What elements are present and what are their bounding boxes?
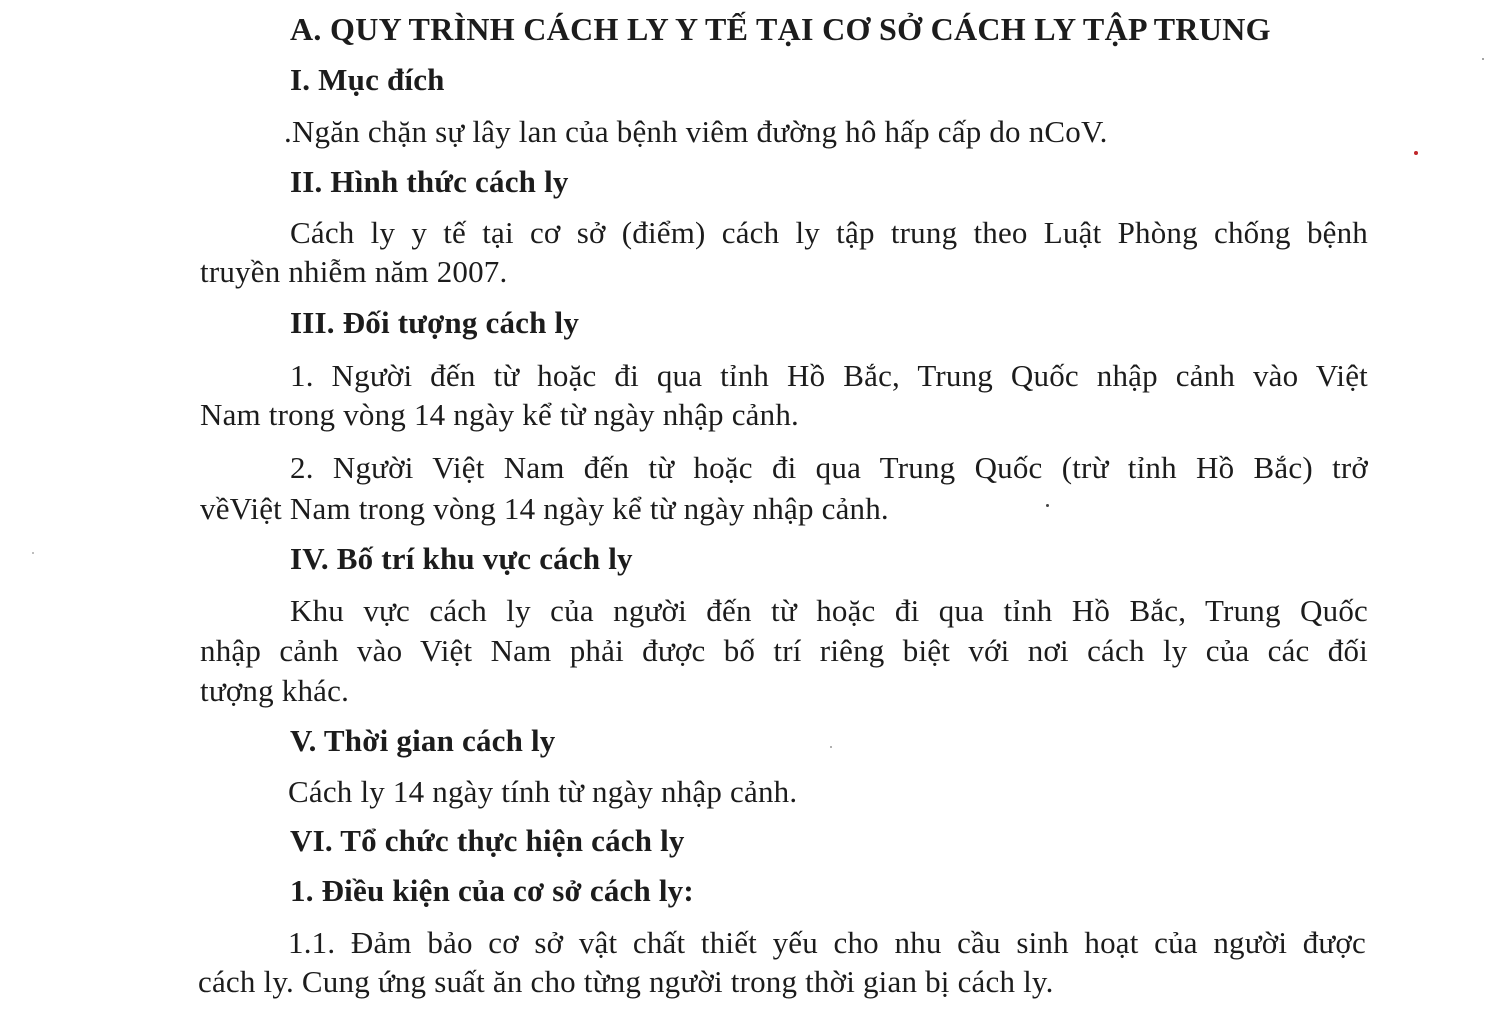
scan-speck <box>1482 58 1484 60</box>
document-title: A. QUY TRÌNH CÁCH LY Y TẾ TẠI CƠ SỞ CÁCH LY TẬP TRUNG <box>290 11 1271 47</box>
heading-purpose: I. Mục đích <box>290 62 445 97</box>
subheading-facility-conditions: 1. Điều kiện của cơ sở cách ly: <box>290 873 694 908</box>
duration-text: Cách ly 14 ngày tính từ ngày nhập cảnh. <box>288 774 798 809</box>
area-text-line-1: Khu vực cách ly của người đến từ hoặc đi qua tỉnh Hồ Bắc, Trung Quốc <box>290 593 1368 628</box>
heading-form: II. Hình thức cách ly <box>290 164 569 199</box>
area-text-line-2: nhập cảnh vào Việt Nam phải được bố trí riêng biệt với nơi cách ly của các đối <box>200 633 1368 668</box>
subjects-item-1-line-2: Nam trong vòng 14 ngày kể từ ngày nhập cảnh. <box>200 397 799 432</box>
facility-item-line-2: cách ly. Cung ứng suất ăn cho từng người trong thời gian bị cách ly. <box>198 964 1054 999</box>
facility-item-line-1: 1.1. Đảm bảo cơ sở vật chất thiết yếu cho nhu cầu sinh hoạt của người được <box>288 925 1366 960</box>
heading-duration: V. Thời gian cách ly <box>290 723 556 758</box>
purpose-text: .Ngăn chặn sự lây lan của bệnh viêm đường hô hấp cấp do nCoV. <box>284 114 1108 149</box>
area-text-line-3: tượng khác. <box>200 673 350 708</box>
red-scan-mark <box>1414 151 1418 155</box>
scan-speck <box>32 552 34 554</box>
form-text-line-1: Cách ly y tế tại cơ sở (điểm) cách ly tập trung theo Luật Phòng chống bệnh <box>290 215 1368 250</box>
heading-subjects: III. Đối tượng cách ly <box>290 305 580 340</box>
form-text-line-2: truyền nhiễm năm 2007. <box>200 254 508 289</box>
scan-speck <box>830 746 832 748</box>
subjects-item-2-line-1: 2. Người Việt Nam đến từ hoặc đi qua Trung Quốc (trừ tỉnh Hồ Bắc) trở <box>290 450 1368 485</box>
heading-organization: VI. Tổ chức thực hiện cách ly <box>290 823 685 858</box>
heading-area: IV. Bố trí khu vực cách ly <box>290 541 633 576</box>
subjects-item-2-line-2: vềViệt Nam trong vòng 14 ngày kể từ ngày nhập cảnh. <box>200 491 889 526</box>
subjects-item-1-line-1: 1. Người đến từ hoặc đi qua tỉnh Hồ Bắc, Trung Quốc nhập cảnh vào Việt <box>290 358 1368 393</box>
scan-speck <box>1046 504 1049 507</box>
